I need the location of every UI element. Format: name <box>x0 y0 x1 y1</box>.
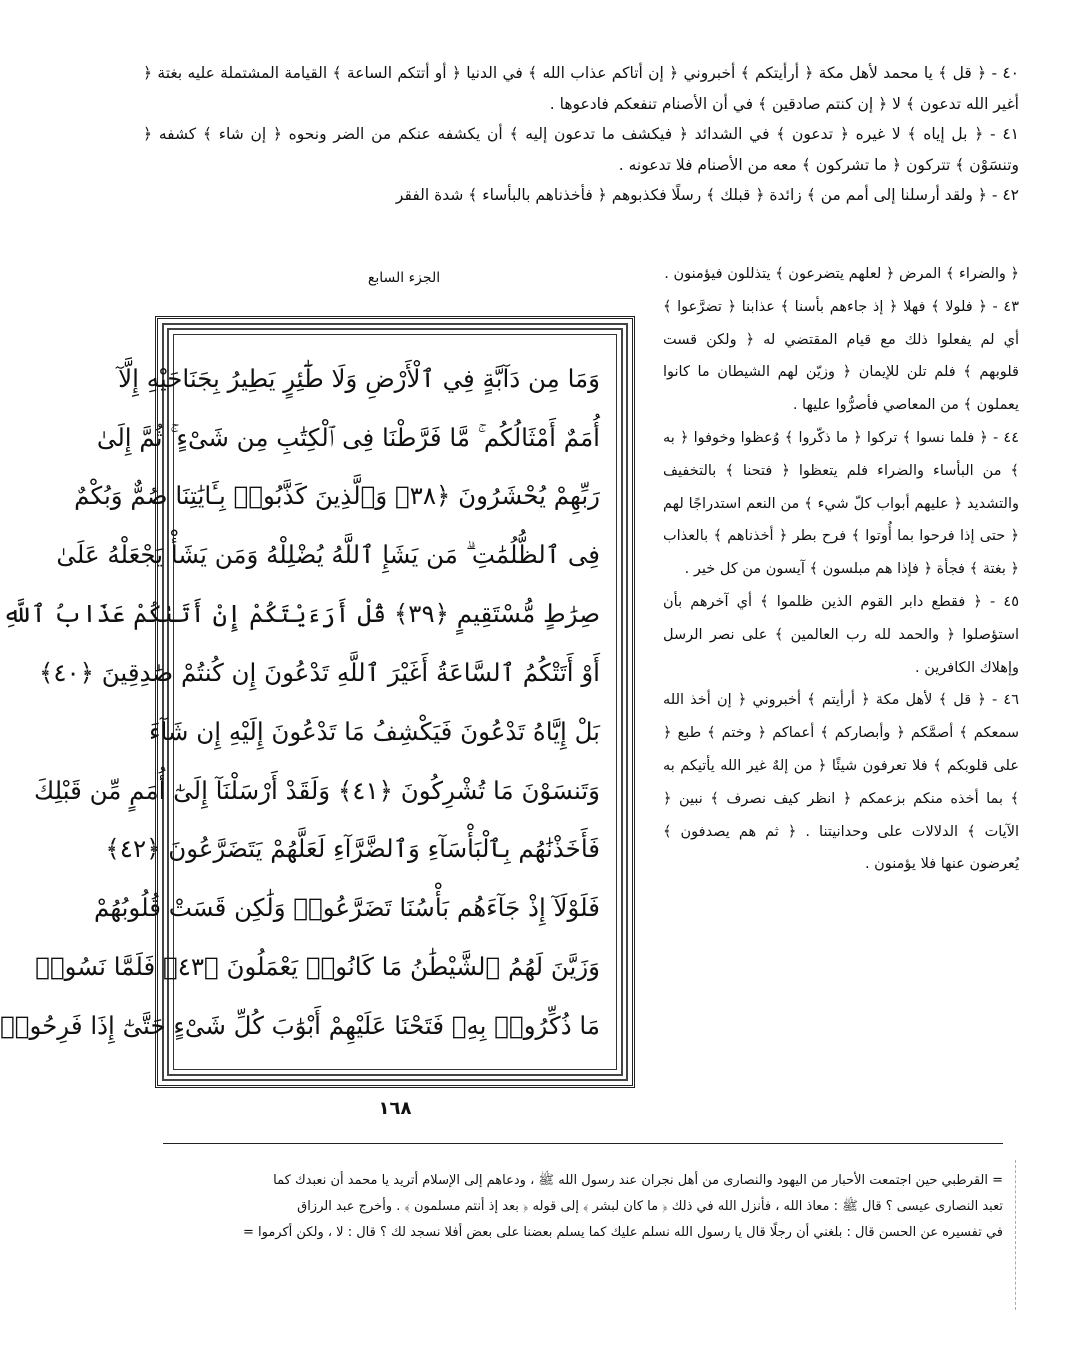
side-commentary <box>663 258 1019 881</box>
quran-text-frame <box>0 316 635 1088</box>
commentary-paragraph: ﴿ والضراء ﴾ المرض ﴿ لعلهم يتضرعون ﴾ يتذللون فيؤمنون . <box>664 266 1019 282</box>
quran-line: صِرَٰطٍ مُّسْتَقِيمٍ ﴿٣٩﴾ قُلْ أَرَءَيْتَكُمْ إِنْ أَتَىٰكُمْ عَذَابُ ٱللَّهِ <box>2 599 600 629</box>
quran-line: وَتَنسَوْنَ مَا تُشْرِكُونَ ﴿٤١﴾ وَلَقَدْ أَرْسَلْنَآ إِلَىٰٓ أُمَمٍ مِّن قَبْلِكَ <box>33 775 600 805</box>
commentary-verse-41: ٤١ - ﴿ بل إياه ﴾ لا غيره ﴿ تدعون ﴾ في الشدائد ﴿ فيكشف ما تدعون إليه ﴾ أن يكشفه عنكم من الضر ونحوه ﴿ إن شاء ﴾ كشفه ﴿ وتنسَوْن ﴾ تتركون ﴿ ما تشركون ﴾ معه من الأصنام فلا تدعونه . <box>143 125 1019 174</box>
quran-frame-border <box>0 323 628 1081</box>
quran-line: وَمَا مِن دَآبَّةٍ فِي ٱلْأَرْضِ وَلَا طَٰٓئِرٍ يَطِيرُ بِجَنَاحَيْهِ إِلَّآ <box>118 363 600 393</box>
quran-line: أَوْ أَتَتْكُمُ ٱلسَّاعَةُ أَغَيْرَ ٱللَّهِ تَدْعُونَ إِن كُنتُمْ صَٰدِقِينَ ﴿٤٠﴾ <box>38 657 600 687</box>
commentary-verse-43: ٤٣ - ﴿ فلولا ﴾ فهلا ﴿ إذ جاءهم بأسنا ﴾ عذابنا ﴿ تضرَّعوا ﴾ أي لم يفعلوا ذلك مع قيام المقتضي له ﴿ ولكن قست قلوبهم ﴾ فلم تلن للإيمان ﴿ وزيّن لهم الشيطان ما كانوا يعملون ﴾ من المعاصي فأصرُّوا عليها . <box>663 298 1019 414</box>
juz-label: الجزء السابع <box>367 270 441 286</box>
quran-line: فَأَخَذْنَٰهُم بِٱلْبَأْسَآءِ وَٱلضَّرَّآءِ لَعَلَّهُمْ يَتَضَرَّعُونَ ﴿٤٢﴾ <box>105 834 600 864</box>
quran-line: وَزَيَّنَ لَهُمُ ٱلشَّيْطَٰنُ مَا كَانُوا۟ يَعْمَلُونَ ﴿٤٣﴾ فَلَمَّا نَسُوا۟ <box>35 952 600 981</box>
commentary-verse-45: ٤٥ - ﴿ فقطع دابر القوم الذين ظلموا ﴾ أي آخرهم بأن استؤصلوا ﴿ والحمد لله رب العالمين ﴾ على نصر الرسل وإهلاك الكافرين . <box>663 593 1019 676</box>
footnote-divider <box>163 1143 1003 1144</box>
quran-line: رَبِّهِمْ يُحْشَرُونَ ﴿٣٨﴾ وَٱلَّذِينَ كَذَّبُوا۟ بِـَٔايَٰتِنَا صُمٌّ وَبُكْمٌ <box>74 481 600 511</box>
commentary-verse-40: ٤٠ - ﴿ قل ﴾ يا محمد لأهل مكة ﴿ أرأيتكم ﴾ أخبروني ﴿ إن أتاكم عذاب الله ﴾ في الدنيا ﴿ أو أتتكم الساعة ﴾ القيامة المشتملة عليه بغتة ﴿ أغير الله تدعون ﴾ لا ﴿ إن كنتم صادقين ﴾ في أن الأصنام تنفعكم فادعوها . <box>143 64 1019 113</box>
quran-line: بَلْ إِيَّاهُ تَدْعُونَ فَيَكْشِفُ مَا تَدْعُونَ إِلَيْهِ إِن شَآءَ <box>148 716 600 746</box>
commentary-verse-46: ٤٦ - ﴿ قل ﴾ لأهل مكة ﴿ أرأيتم ﴾ أخبروني ﴿ إن أخذ الله سمعكم ﴾ أصمَّكم ﴿ وأبصاركم ﴾ أعماكم ﴿ وختم ﴾ طبع ﴿ على قلوبكم ﴾ فلا تعرفون شيئًا ﴿ من إلهٌ غير الله يأتيكم به ﴾ بما أخذه منكم بزعمكم ﴿ انظر كيف نصرف ﴾ نبين ﴿ الآيات ﴾ الدلالات على وحدانيتنا . ﴿ ثم هم يصدفون ﴾ يُعرضون عنها فلا يؤمنون . <box>663 692 1019 873</box>
quran-line: أُمَمٌ أَمْثَالُكُم ۚ مَّا فَرَّطْنَا فِى ٱلْكِتَٰبِ مِن شَىْءٍ ۚ ثُمَّ إِلَىٰ <box>96 422 600 452</box>
top-commentary <box>143 58 1019 211</box>
page-number: ١٦٨ <box>378 1098 412 1119</box>
footnote-line: = القرطبي حين اجتمعت الأحبار من اليهود والنصارى من أهل نجران عند رسول الله ﷺ ، ودعاهم إلى الإسلام أتريد يا محمد أن نعبدك كما <box>273 1173 1003 1188</box>
commentary-verse-44: ٤٤ - ﴿ فلما نسوا ﴾ تركوا ﴿ ما ذكّروا ﴾ وُعظوا وخوفوا ﴿ به ﴾ من البأساء والضراء فلم يتعظوا ﴿ فتحنا ﴾ بالتخفيف والتشديد ﴿ عليهم أبواب كلّ شيء ﴾ من النعم استدراجًا لهم ﴿ حتى إذا فرحوا بما أُوتوا ﴾ فرح بطر ﴿ أخذناهم ﴾ بالعذاب ﴿ بغتة ﴾ فجأة ﴿ فإذا هم مبلسون ﴾ آيسون من كل خير . <box>663 429 1019 578</box>
margin-marks <box>1015 1160 1018 1310</box>
commentary-verse-42: ٤٢ - ﴿ ولقد أرسلنا إلى أمم من ﴾ زائدة ﴿ قبلك ﴾ رسلًا فكذبوهم ﴿ فأخذناهم بالبأساء ﴾ شدة الفقر <box>395 186 1019 204</box>
quran-line: فَلَوْلَآ إِذْ جَآءَهُم بَأْسُنَا تَضَرَّعُوا۟ وَلَٰكِن قَسَتْ قُلُوبُهُمْ <box>94 893 600 923</box>
footnote <box>163 1168 1003 1246</box>
quran-line: فِى ٱلظُّلُمَٰتِ ۗ مَن يَشَإِ ٱللَّهُ يُضْلِلْهُ وَمَن يَشَأْ يَجْعَلْهُ عَلَىٰ <box>56 540 600 570</box>
footnote-line: في تفسيره عن الحسن قال : بلغني أن رجلًا قال يا رسول الله نسلم عليك كما يسلم بعضنا على بعض أفلا نسجد لك ؟ قال : لا ، ولكن أكرموا = <box>242 1225 1003 1240</box>
footnote-line: تعبد النصارى عيسى ؟ قال ﷺ : معاذ الله ، فأنزل الله في ذلك ﴿ ما كان لبشر ﴾ إلى قوله ﴿ بعد إذ أنتم مسلمون ﴾ . وأخرج عبد الرزاق <box>297 1199 1003 1214</box>
quran-text-block <box>0 334 617 1070</box>
quran-line: مَا ذُكِّرُوا۟ بِهِۦ فَتَحْنَا عَلَيْهِمْ أَبْوَٰبَ كُلِّ شَىْءٍ حَتَّىٰٓ إِذَا فَرِحُوا۟ <box>0 1010 600 1040</box>
